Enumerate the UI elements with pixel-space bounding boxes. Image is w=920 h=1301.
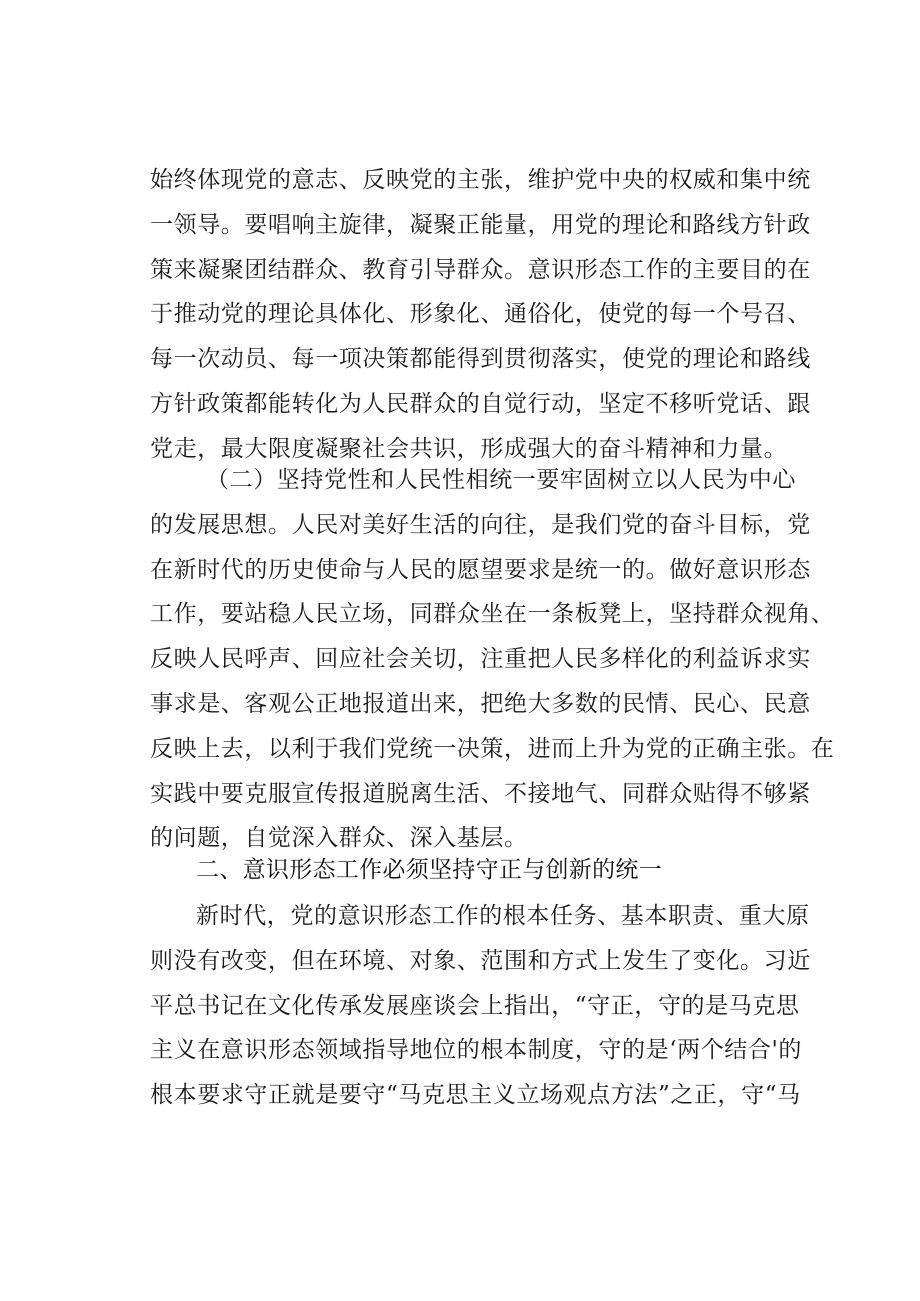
paragraph-line: 反映上去，以利于我们党统一决策，进而上升为党的正确主张。在	[150, 736, 835, 762]
paragraph-line: 根本要求守正就是要守“马克思主义立场观点方法”之正，守“马	[150, 1082, 801, 1108]
paragraph-line: 则没有改变，但在环境、对象、范围和方式上发生了变化。习近	[150, 948, 811, 974]
paragraph-line: 在新时代的历史使命与人民的愿望要求是统一的。做好意识形态	[150, 557, 811, 583]
paragraph-line: 始终体现党的意志、反映党的主张，维护党中央的权威和集中统	[150, 167, 811, 193]
paragraph-line: 工作，要站稳人民立场，同群众坐在一条板凳上，坚持群众视角、	[150, 601, 835, 627]
paragraph-line: 事求是、客观公正地报道出来，把绝大多数的民情、民心、民意	[150, 691, 811, 717]
paragraph-line: 实践中要克服宣传报道脱离生活、不接地气、同群众贴得不够紧	[150, 781, 811, 807]
paragraph-line: 的发展思想。人民对美好生活的向往，是我们党的奋斗目标，党	[150, 512, 811, 538]
paragraph-line: 新时代，党的意识形态工作的根本任务、基本职责、重大原	[196, 903, 810, 929]
paragraph-line: 反映人民呼声、回应社会关切，注重把人民多样化的利益诉求实	[150, 646, 811, 672]
section-heading: 二、意识形态工作必须坚持守正与创新的统一	[196, 857, 662, 883]
paragraph-line: 党走，最大限度凝聚社会共识，形成强大的奋斗精神和力量。	[150, 436, 788, 462]
paragraph-line: 平总书记在文化传承发展座谈会上指出，“守正，守的是马克思	[150, 993, 800, 1019]
paragraph-line: 方针政策都能转化为人民群众的自觉行动，坚定不移听党话、跟	[150, 391, 811, 417]
paragraph-line: 一领导。要唱响主旋律，凝聚正能量，用党的理论和路线方针政	[150, 212, 811, 238]
paragraph-line: 主义在意识形态领域指导地位的根本制度，守的是‘两个结合'的	[150, 1037, 803, 1063]
paragraph-line: 每一次动员、每一项决策都能得到贯彻落实，使党的理论和路线	[150, 346, 811, 372]
paragraph-line: 的问题，自觉深入群众、深入基层。	[150, 825, 528, 851]
paragraph-line: （二）坚持党性和人民性相统一要牢固树立以人民为中心	[206, 467, 796, 493]
paragraph-line: 策来凝聚团结群众、教育引导群众。意识形态工作的主要目的在	[150, 257, 811, 283]
paragraph-line: 于推动党的理论具体化、形象化、通俗化，使党的每一个号召、	[150, 301, 811, 327]
